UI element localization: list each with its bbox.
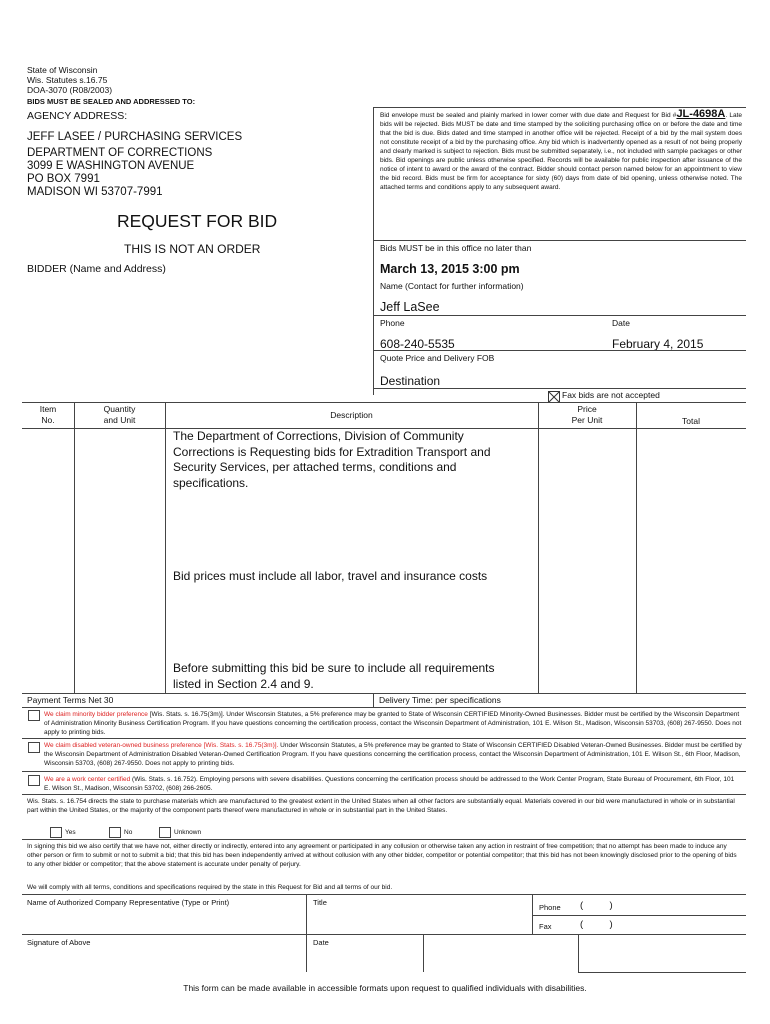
fob-value: Destination <box>380 374 441 388</box>
divider <box>22 707 746 708</box>
signature-label: Signature of Above <box>27 938 91 947</box>
col-divider <box>532 894 533 934</box>
agency-line-2: DEPARTMENT OF CORRECTIONS <box>27 147 213 159</box>
origin-no-label: No <box>124 829 133 836</box>
page-title: REQUEST FOR BID <box>117 211 278 231</box>
agency-line-5: MADISON WI 53707-7991 <box>27 186 163 198</box>
veteran-preference-checkbox[interactable] <box>28 742 40 753</box>
origin-unknown-label: Unknown <box>174 829 202 836</box>
fax-note: Fax bids are not accepted <box>562 390 660 400</box>
due-label: Bids MUST be in this office no later than <box>380 243 532 253</box>
not-order-note: THIS IS NOT AN ORDER <box>124 242 261 256</box>
instructions-text: Bid envelope must be sealed and plainly marked in lower corner with due date and Request for Bid #JL-4698A. Late bids will be rejected. Bids MUST be date and time stamped by the soliciting purchasing office on or before the date and time that the bid is due. Bids dated and time stamped in another office will be rejected. Receipt of a bid by the mail system does not constitute receipt of a bid by the purchasing office. Any bid which is inadvertently opened as a result of not being properly and clearly marked is subject to rejection. Bids must be submitted separately, i.e., not included with sample packages or other bids. Bid openings are public unless otherwise specified. Records will be available for public inspection after issuance of the notice of intent to award or the award of the contract. Bidder should contact person named below for an appointment to view the bid record. Bids must be firm for acceptance for sixty (60) days from date of bid opening, unless otherwise noted. The attached terms and conditions apply to any subsequent award. <box>380 108 743 191</box>
col-divider <box>636 402 637 693</box>
agency-label: AGENCY ADDRESS: <box>27 110 128 122</box>
col-divider <box>306 894 307 972</box>
origin-no-checkbox[interactable] <box>109 827 121 838</box>
contact-name: Jeff LaSee <box>380 300 440 314</box>
divider <box>22 794 746 795</box>
bidder-label: BIDDER (Name and Address) <box>27 263 166 275</box>
agency-line-1: JEFF LASEE / PURCHASING SERVICES <box>27 131 243 143</box>
panel-left-border <box>373 107 374 395</box>
divider <box>532 915 746 916</box>
col-divider <box>578 934 579 972</box>
col-divider <box>74 402 75 693</box>
col-quantity-header: Quantity and Unit <box>103 404 136 425</box>
divider <box>22 839 746 840</box>
minority-preference-checkbox[interactable] <box>28 710 40 721</box>
contact-phone: 608-240-5535 <box>380 337 455 351</box>
divider <box>373 315 746 316</box>
state-line: State of Wisconsin <box>27 65 98 75</box>
description-paragraph-3: Before submitting this bid be sure to include all requirements listed in Section 2.4 and 9. <box>173 661 495 691</box>
table-top <box>22 402 746 403</box>
description-paragraph-2: Bid prices must include all labor, travel and insurance costs <box>173 569 488 583</box>
col-divider <box>538 402 539 693</box>
description-paragraph-1: The Department of Corrections, Division of Community Corrections is Requesting bids for Extradition Transport and Security Services, per attached terms, conditions and specifications. <box>173 429 491 490</box>
sig-fax-field[interactable]: ( ) <box>580 919 613 930</box>
work-center-checkbox[interactable] <box>28 775 40 786</box>
compliance-text: We will comply with all terms, conditions and specifications required by the state in this Request for Bid and all terms of our bid. <box>27 884 393 891</box>
divider <box>373 388 746 389</box>
contact-label: Name (Contact for further information) <box>380 281 524 291</box>
fob-label: Quote Price and Delivery FOB <box>380 353 495 363</box>
col-total-header: Total <box>682 416 700 426</box>
certification-text: In signing this bid we also certify that we have not, either directly or indirectly, entered into any agreement or participated in any collusion or otherwise taken any action in restraint of free competition; that no attempt has been made to induce any other person or firm to submit or not to submit a bid; that this bid has been independently arrived at without collusion with any other bidder, competitor or potential competitor; that this bid has not been knowingly disclosed prior to the opening of bids to any other bidder or competitor; that the above statement is accurate under penalty of perjury. <box>27 843 737 868</box>
table-bottom <box>22 693 746 694</box>
form-number: DOA-3070 (R08/2003) <box>27 85 113 95</box>
agency-line-3: 3099 E WASHINGTON AVENUE <box>27 160 195 172</box>
phone-label: Phone <box>380 318 405 328</box>
issue-date: February 4, 2015 <box>612 337 704 351</box>
veteran-preference-text: We claim disabled veteran-owned business preference [Wis. Stats. s. 16.75(3m)]. Under Wisconsin Statutes, a 5% preference may be granted to State of Wisconsin CERTIFIED Disabled Veteran-Owned Businesses. Bidder must be certified by the Wisconsin Department of Administration Disabled Veteran-Owned Certification Program. If you have questions concerning the certification process, contact the Wisconsin Department of Administration, 101 E. Wilson St., 6th Floor, Madison, Wisconsin 53703, (608) 267-9550. Does not apply to printing bids. <box>44 742 742 767</box>
minority-preference-text: We claim minority bidder preference [Wis. Stats. s. 16.75(3m)]. Under Wisconsin Statutes, a 5% preference may be granted to State of Wisconsin CERTIFIED Minority-Owned Businesses. Bidder must be certified by the Wisconsin Department of Administration Minority Business Certification Program. If you have questions concerning the certification process, contact the Wisconsin Department of Administration, 101 E. Wilson St., Madison, Wisconsin 53703, (608) 267-9550. Does not apply to printing bids. <box>44 711 742 736</box>
divider <box>373 240 746 241</box>
sealed-notice: BIDS MUST BE SEALED AND ADDRESSED TO: <box>27 97 196 106</box>
origin-yes-checkbox[interactable] <box>50 827 62 838</box>
checkmark-x-icon <box>549 392 559 402</box>
divider <box>578 972 746 973</box>
rep-name-label: Name of Authorized Company Representative (Type or Print) <box>27 898 230 907</box>
sig-phone-field[interactable]: ( ) <box>580 900 613 911</box>
delivery-time: Delivery Time: per specifications <box>379 695 501 705</box>
accessibility-footer: This form can be made available in accessible formats upon request to qualified individuals with disabilities. <box>183 983 587 993</box>
due-value: March 13, 2015 3:00 pm <box>380 262 520 276</box>
sig-fax-label: Fax <box>539 922 552 931</box>
col-description-header: Description <box>330 410 373 420</box>
origin-unknown-checkbox[interactable] <box>159 827 171 838</box>
col-price-header: Price Per Unit <box>571 404 603 425</box>
payment-terms: Payment Terms Net 30 <box>27 695 114 705</box>
origin-yes-label: Yes <box>65 829 76 836</box>
divider <box>22 738 746 739</box>
bid-number: JL-4698A <box>676 108 726 120</box>
divider <box>22 771 746 772</box>
divider <box>373 350 746 351</box>
sig-date-label: Date <box>313 938 329 947</box>
statute-line: Wis. Statutes s.16.75 <box>27 75 108 85</box>
col-item-header: Item No. <box>39 404 57 425</box>
domestic-origin-text: Wis. Stats. s. 16.754 directs the state to purchase materials which are manufactured to the greatest extent in the United States when all other factors are substantially equal. Materials covered in our bid were manufactured in whole or in substantial part within the United States, or the majority of the component parts thereof were manufactured in whole or in substantial part in the United States. <box>27 798 735 814</box>
divider <box>22 934 746 935</box>
date-label: Date <box>612 318 630 328</box>
work-center-text: We are a work center certified (Wis. Stats. s. 16.752). Employing persons with severe disabilities. Questions concerning the certification process should be addressed to the Work Center Program, State Bureau of Procurement, 6th Floor, 101 E. Wilson St., Madison, Wisconsin 53702, (608) 266-2605. <box>44 776 735 792</box>
col-divider <box>165 402 166 693</box>
divider <box>22 894 746 895</box>
agency-line-4: PO BOX 7991 <box>27 173 100 185</box>
title-label: Title <box>313 898 327 907</box>
col-divider <box>423 934 424 972</box>
sig-phone-label: Phone <box>539 903 561 912</box>
col-divider <box>373 693 374 707</box>
